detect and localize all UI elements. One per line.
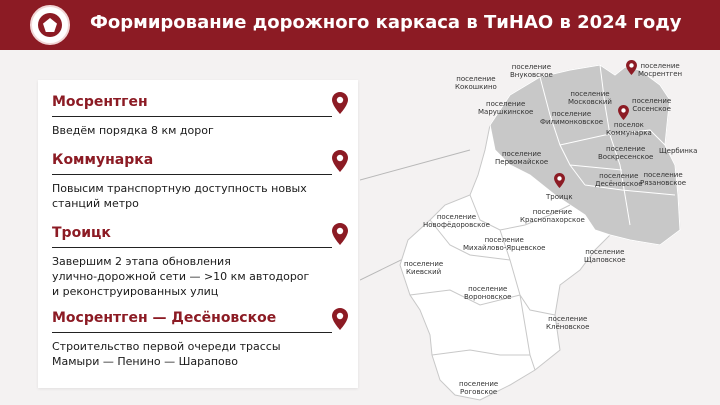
town-moskovsky: поселение Московский — [568, 90, 612, 106]
town-sosenskoe: поселение Сосенское — [632, 97, 672, 113]
town-ryazanovskoe: поселение Рязановское — [640, 171, 687, 187]
section-troitsk — [52, 225, 346, 299]
town-marushkinskoe: поселение Марушкинское — [478, 100, 534, 116]
town-kokoshkino: поселение Кокошкино — [455, 75, 497, 91]
section-text — [52, 123, 346, 138]
header-bar — [0, 0, 720, 50]
section-title: Коммунарка — [52, 152, 154, 168]
town-mosrentgen: поселение Мосрентген — [638, 62, 683, 78]
tinao-map — [360, 55, 720, 405]
section-divider — [52, 116, 332, 117]
location-pin-icon — [332, 92, 348, 114]
kommunarka-pin-icon — [618, 105, 629, 120]
section-kommunarka — [52, 152, 346, 211]
town-pervomayskoe: поселение Первомайское — [495, 150, 549, 166]
section-divider — [52, 174, 332, 175]
town-vnukovskoe: поселение Внуковское — [510, 63, 553, 79]
section-title: Мосрентген — Десёновское — [52, 310, 277, 326]
section-text — [52, 181, 346, 211]
town-klenovskoe: поселение Клёновское — [546, 315, 590, 331]
town-mikhaylovo-yartsevskoe: поселение Михайлово-Ярцевское — [463, 236, 546, 252]
page-title: Формирование дорожного каркаса в ТиНАО в 2024 году — [90, 12, 682, 33]
section-text — [52, 339, 346, 369]
section-text — [52, 254, 346, 299]
town-novofedorovskoe: поселение Новофёдоровское — [423, 213, 490, 229]
location-pin-icon — [332, 150, 348, 172]
section-title: Мосрентген — [52, 94, 148, 110]
town-desenovskoe: поселение Десёновское — [595, 172, 643, 188]
text-line: Мамыри — Пенино — Шарапово — [52, 355, 238, 368]
section-title: Троицк — [52, 225, 111, 241]
label-troitsk: Троицк — [546, 193, 573, 201]
text-line: Введём порядка 8 км дорог — [52, 124, 214, 137]
town-krasnopakhorskoe: поселение Краснопахорское — [520, 208, 585, 224]
info-card — [38, 80, 358, 388]
town-rogovskoe: поселение Роговское — [459, 380, 499, 396]
town-voskresenskoe: поселение Воскресенское — [598, 145, 654, 161]
town-shchapovskoe: поселение Щаповское — [584, 248, 626, 264]
troitsk-pin-icon — [554, 173, 565, 188]
section-mosrentgen — [52, 94, 346, 138]
section-divider — [52, 247, 332, 248]
text-line: станций метро — [52, 197, 139, 210]
section-divider — [52, 332, 332, 333]
text-line: улично-дорожной сети — >10 км автодорог — [52, 270, 310, 283]
label-shcherbinka: Щербинка — [659, 147, 698, 155]
logo — [30, 5, 70, 45]
text-line: Повысим транспортную доступность новых — [52, 182, 307, 195]
mosrentgen-pin-icon — [626, 60, 637, 75]
text-line: Завершим 2 этапа обновления — [52, 255, 231, 268]
town-kievsky: поселение Киевский — [404, 260, 444, 276]
town-voronovskoe: поселение Вороновское — [464, 285, 512, 301]
town-kommunarka: поселок Коммунарка — [606, 121, 652, 137]
location-pin-icon — [332, 308, 348, 330]
town-filimonkovskoe: поселение Филимонковское — [540, 110, 604, 126]
connector-line — [360, 150, 470, 180]
text-line: Строительство первой очереди трассы — [52, 340, 281, 353]
section-mosrentgen-desenovskoe — [52, 310, 346, 369]
text-line: и реконструированных улиц — [52, 285, 219, 298]
location-pin-icon — [332, 223, 348, 245]
